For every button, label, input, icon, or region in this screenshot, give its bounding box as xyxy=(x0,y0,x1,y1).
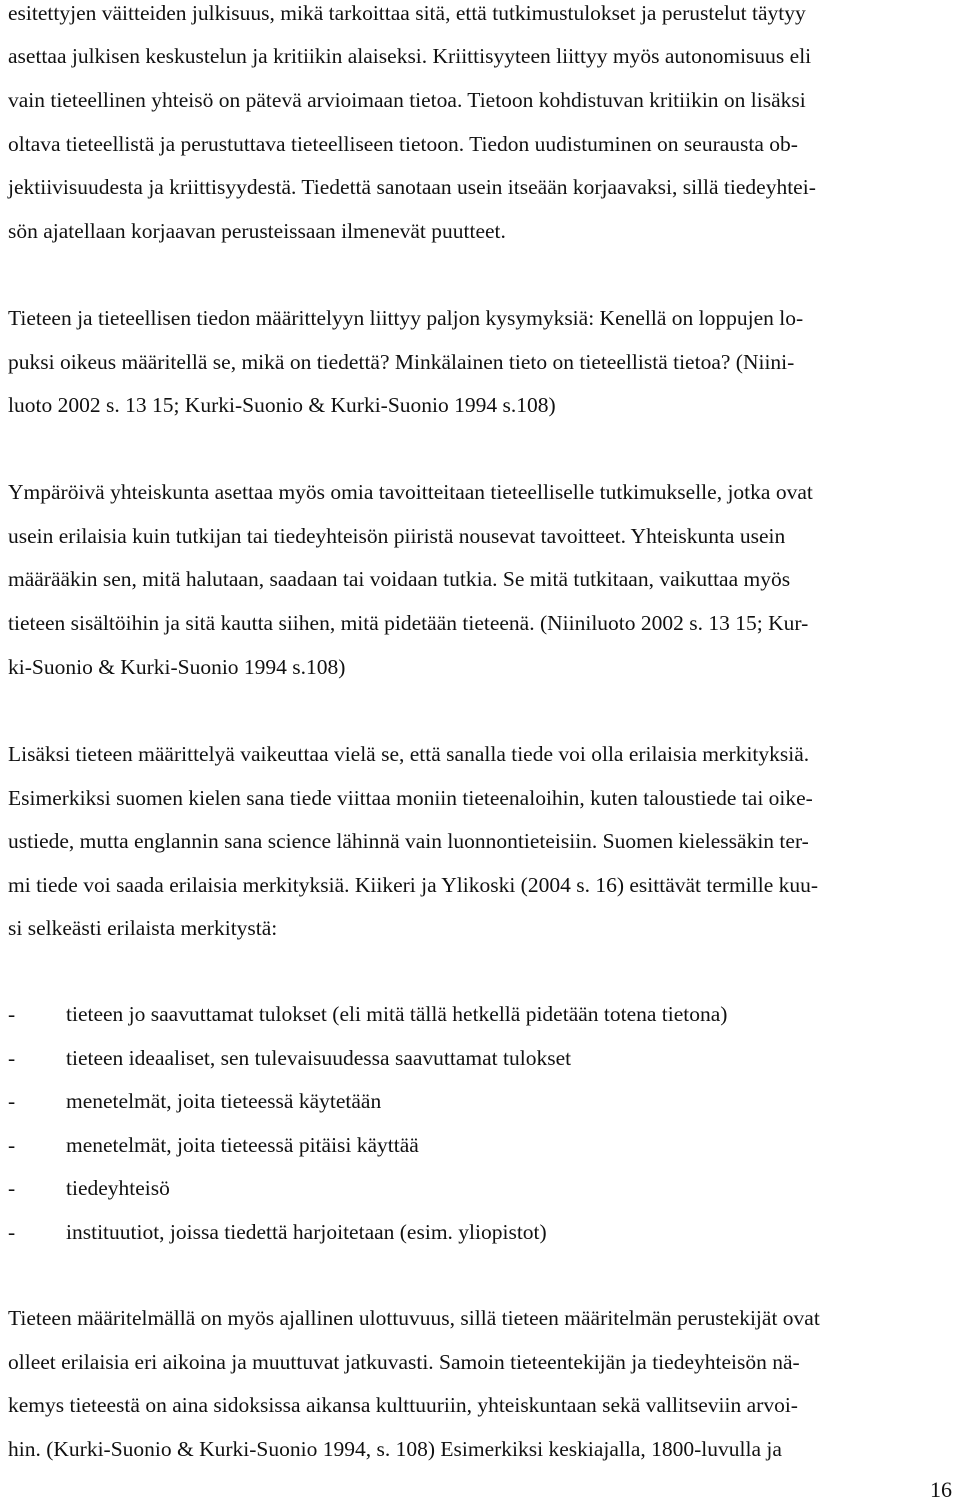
text-line: kemys tieteestä on aina sidoksissa aikansa kulttuuriin, yhteiskuntaan sekä vallitseviin arvoi- xyxy=(8,1393,798,1417)
list-item-text: menetelmät, joita tieteessä pitäisi käyttää xyxy=(66,1133,419,1157)
text-line: mi tiede voi saada erilaisia merkityksiä. Kiikeri ja Ylikoski (2004 s. 16) esittävät termille kuu- xyxy=(8,873,819,897)
page-number: 16 xyxy=(930,1477,952,1502)
text-line: vain tieteellinen yhteisö on pätevä arvioimaan tietoa. Tietoon kohdistuvan kritiikin on lisäksi xyxy=(8,88,806,112)
list-dash: - xyxy=(8,1220,16,1244)
list-dash: - xyxy=(8,1133,16,1157)
text-line: sön ajatellaan korjaavan perusteissaan ilmenevät puutteet. xyxy=(8,219,506,243)
list-item-text: tiedeyhteisö xyxy=(66,1176,170,1200)
text-line: tieteen sisältöihin ja sitä kautta siihen, mitä pidetään tieteenä. (Niiniluoto 2002 s. 13 15; Kur- xyxy=(8,611,809,635)
text-line: määrääkin sen, mitä halutaan, saadaan tai voidaan tutkia. Se mitä tutkitaan, vaikuttaa myös xyxy=(8,567,791,591)
text-line: Tieteen määritelmällä on myös ajallinen ulottuvuus, sillä tieteen määritelmän perustekijät ovat xyxy=(8,1306,820,1330)
list-dash: - xyxy=(8,1046,16,1070)
text-line: si selkeästi erilaista merkitystä: xyxy=(8,916,278,940)
text-line: olleet erilaisia eri aikoina ja muuttuvat jatkuvasti. Samoin tieteentekijän ja tiedeyhteisön nä- xyxy=(8,1350,800,1374)
text-line: oltava tieteellistä ja perustuttava tieteelliseen tietoon. Tiedon uudistuminen on seurausta ob- xyxy=(8,132,798,156)
text-line: jektiivisuudesta ja kriittisyydestä. Tiedettä sanotaan usein itseään korjaavaksi, sillä tiedeyhtei- xyxy=(8,175,816,199)
text-line: Lisäksi tieteen määrittelyä vaikeuttaa vielä se, että sanalla tiede voi olla erilaisia merkityksiä. xyxy=(8,742,810,766)
text-line: Ympäröivä yhteiskunta asettaa myös omia tavoitteitaan tieteelliselle tutkimukselle, jotka ovat xyxy=(8,480,813,504)
text-line: usein erilaisia kuin tutkijan tai tiedeyhteisön piiristä nousevat tavoitteet. Yhteiskunta usein xyxy=(8,524,786,548)
list-item-text: menetelmät, joita tieteessä käytetään xyxy=(66,1089,382,1113)
list-item-text: instituutiot, joissa tiedettä harjoitetaan (esim. yliopistot) xyxy=(66,1220,547,1244)
list-item-text: tieteen ideaaliset, sen tulevaisuudessa saavuttamat tulokset xyxy=(66,1046,572,1070)
text-line: Tieteen ja tieteellisen tiedon määrittelyyn liittyy paljon kysymyksiä: Kenellä on loppujen lo- xyxy=(8,306,804,330)
text-line: luoto 2002 s. 13 15; Kurki-Suonio & Kurki-Suonio 1994 s.108) xyxy=(8,393,556,417)
list-dash: - xyxy=(8,1002,16,1026)
list-dash: - xyxy=(8,1089,16,1113)
text-line: ki-Suonio & Kurki-Suonio 1994 s.108) xyxy=(8,655,346,679)
text-line: asettaa julkisen keskustelun ja kritiikin alaiseksi. Kriittisyyteen liittyy myös autonomisuus eli xyxy=(8,44,812,68)
text-line: hin. (Kurki-Suonio & Kurki-Suonio 1994, s. 108) Esimerkiksi keskiajalla, 1800-luvulla ja xyxy=(8,1437,782,1461)
text-line: ustiede, mutta englannin sana science lähinnä vain luonnontieteisiin. Suomen kielessäkin ter- xyxy=(8,829,809,853)
text-line: Esimerkiksi suomen kielen sana tiede viittaa moniin tieteenaloihin, kuten taloustiede tai oike- xyxy=(8,786,813,810)
text-line: esitettyjen väitteiden julkisuus, mikä tarkoittaa sitä, että tutkimustulokset ja perustelut täytyy xyxy=(8,1,806,25)
text-line: puksi oikeus määritellä se, mikä on tiedettä? Minkälainen tieto on tieteellistä tietoa? (Niini- xyxy=(8,350,795,374)
list-dash: - xyxy=(8,1176,16,1200)
list-item-text: tieteen jo saavuttamat tulokset (eli mitä tällä hetkellä pidetään totena tietona) xyxy=(66,1002,728,1026)
